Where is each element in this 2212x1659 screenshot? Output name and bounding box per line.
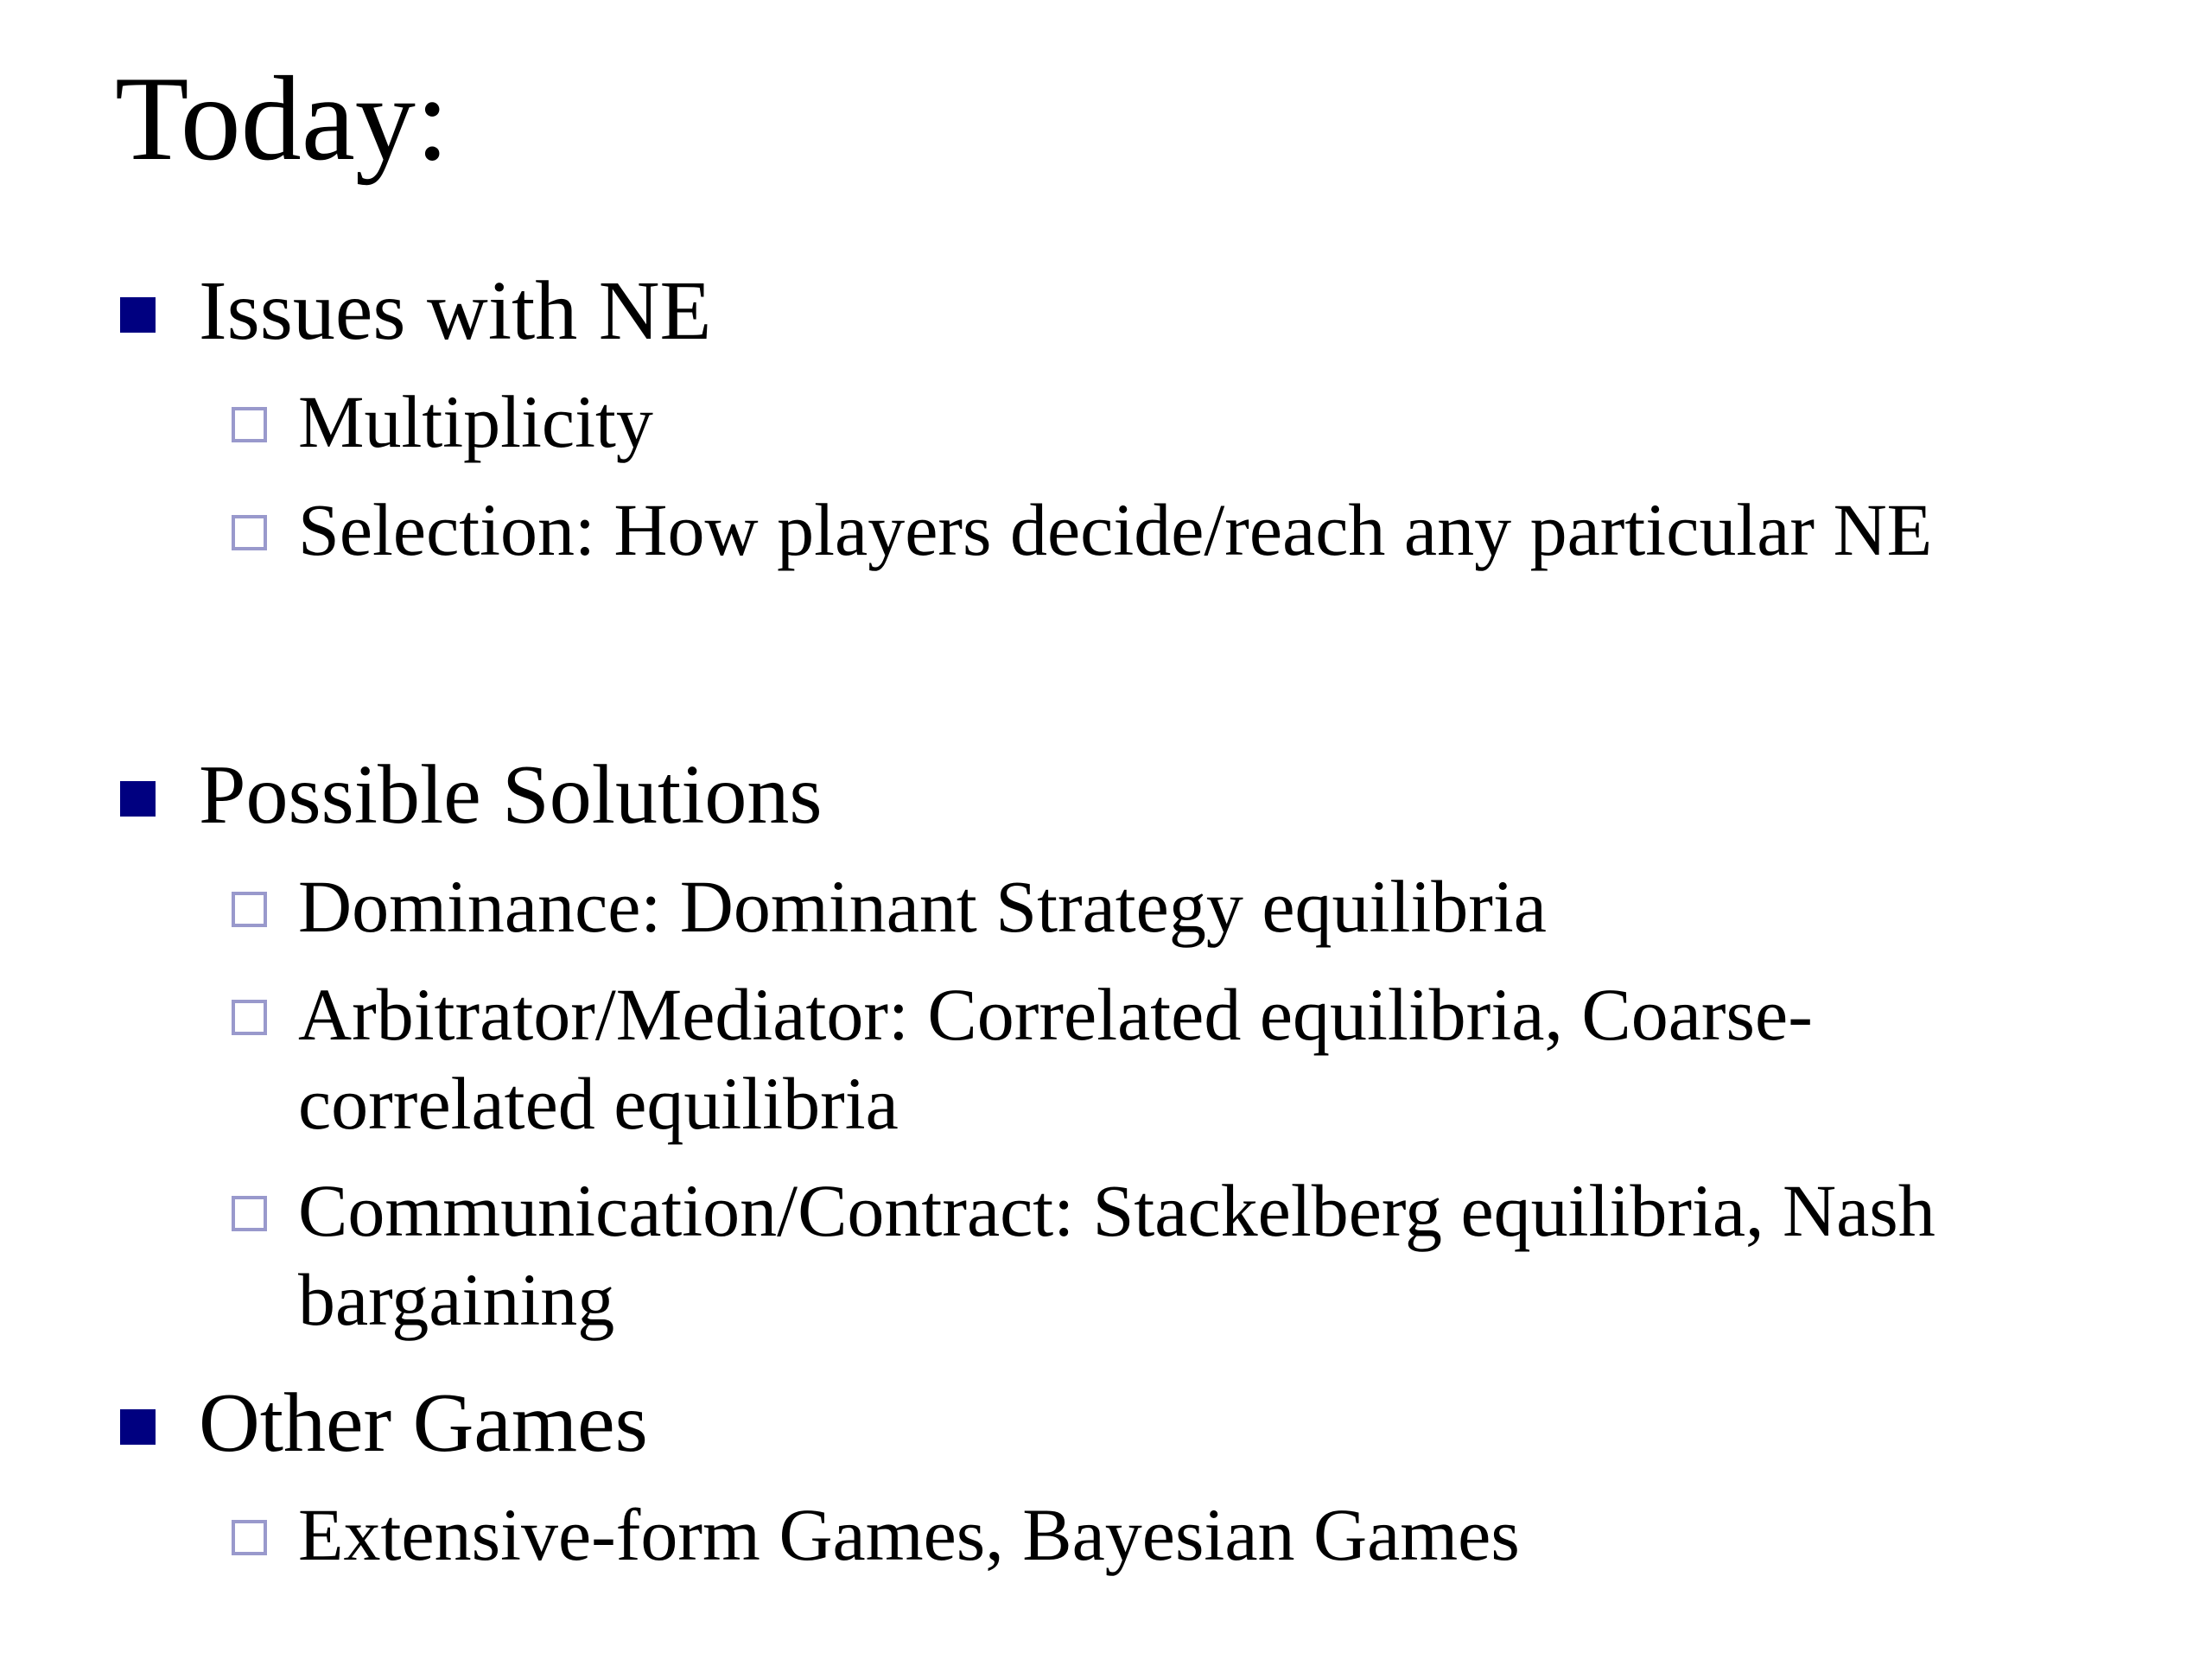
bullet-heading: Issues with NE bbox=[199, 264, 712, 358]
bullet-issues-with-ne bbox=[199, 259, 711, 363]
hollow-square-bullet-icon bbox=[232, 892, 267, 927]
sub-bullet-extensive-form bbox=[298, 1491, 1520, 1580]
sub-bullet-arbitrator-mediator bbox=[298, 970, 1813, 1148]
sub-bullet-text-continued: bargaining bbox=[298, 1258, 615, 1341]
sub-bullet-text: Communication/Contract: Stackelberg equilibria, Nash bbox=[298, 1169, 1936, 1252]
sub-bullet-text: Extensive-form Games, Bayesian Games bbox=[298, 1493, 1520, 1576]
hollow-square-bullet-icon bbox=[232, 407, 267, 442]
sub-bullet-text: Dominance: Dominant Strategy equilibria bbox=[298, 865, 1547, 948]
sub-bullet-communication-contract bbox=[298, 1166, 1936, 1344]
sub-bullet-multiplicity bbox=[298, 378, 653, 467]
hollow-square-bullet-icon bbox=[232, 1196, 267, 1231]
filled-square-bullet-icon bbox=[120, 1409, 156, 1445]
sub-bullet-selection bbox=[298, 486, 1932, 575]
slide-title: Today: bbox=[115, 52, 449, 186]
sub-bullet-text-continued: correlated equilibria bbox=[298, 1062, 899, 1145]
bullet-possible-solutions bbox=[199, 743, 823, 847]
filled-square-bullet-icon bbox=[120, 297, 156, 333]
sub-bullet-text: Arbitrator/Mediator: Correlated equilibria, Coarse- bbox=[298, 973, 1813, 1056]
bullet-heading: Possible Solutions bbox=[199, 748, 823, 842]
filled-square-bullet-icon bbox=[120, 781, 156, 817]
sub-bullet-dominance bbox=[298, 862, 1547, 951]
hollow-square-bullet-icon bbox=[232, 515, 267, 550]
bullet-heading: Other Games bbox=[199, 1376, 648, 1470]
sub-bullet-text: Multiplicity bbox=[298, 380, 653, 463]
bullet-other-games bbox=[199, 1371, 648, 1475]
sub-bullet-text: Selection: How players decide/reach any particular NE bbox=[298, 488, 1933, 571]
hollow-square-bullet-icon bbox=[232, 1520, 267, 1555]
hollow-square-bullet-icon bbox=[232, 1000, 267, 1035]
